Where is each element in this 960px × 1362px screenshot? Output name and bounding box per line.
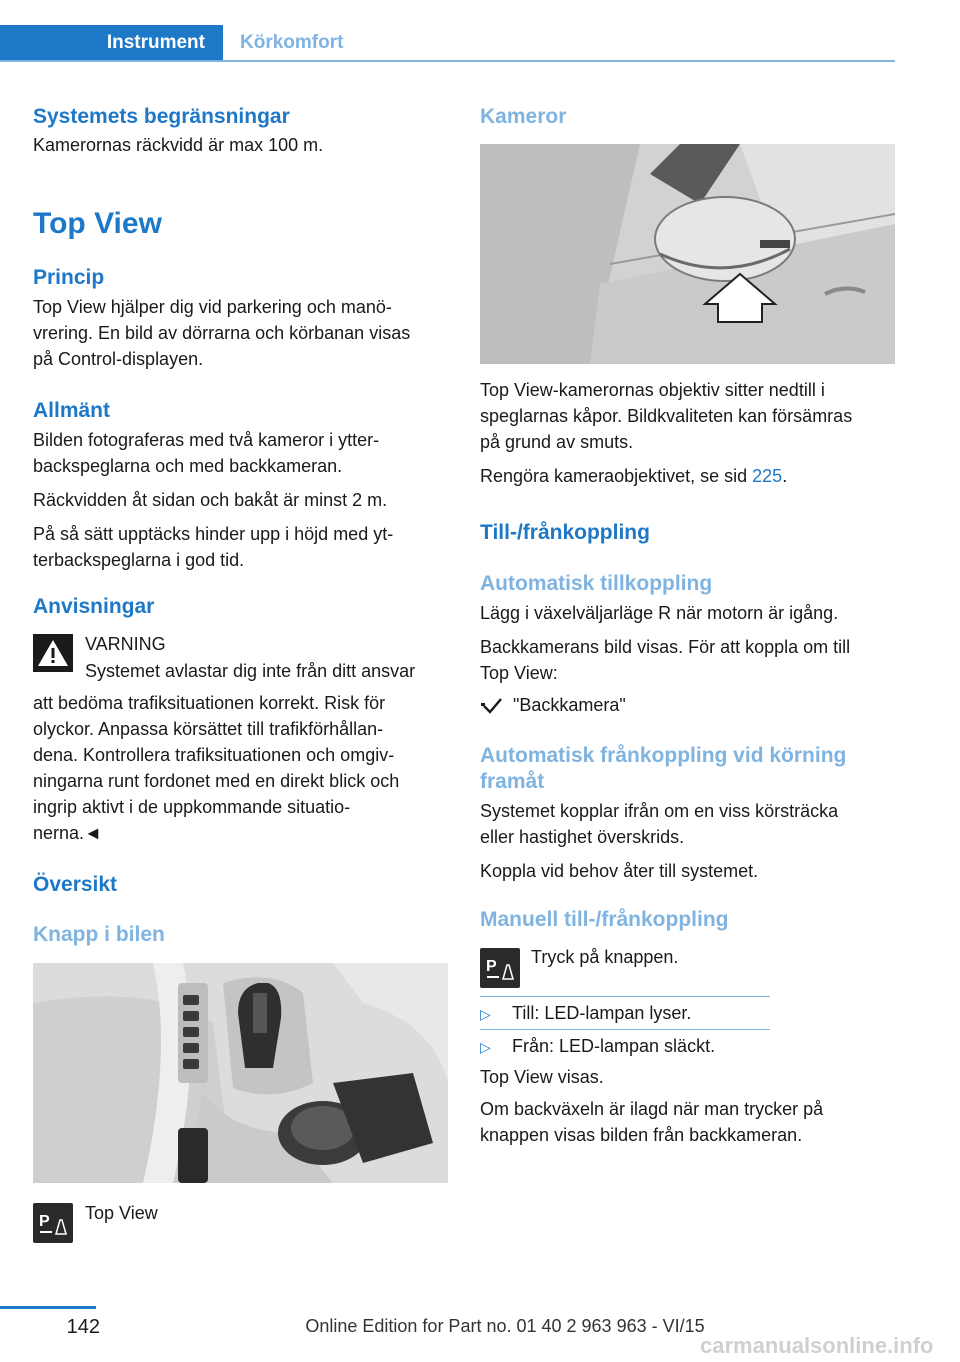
topview-button-icon [33,1203,73,1243]
allmant-line: terbackspeglarna i god tid. [33,550,245,570]
auto-off-heading-line: framåt [480,770,545,793]
clean-end: . [782,466,788,486]
reverse-line: Om backväxeln är ilagd när man trycker på [480,1099,824,1119]
kameror-line: Top View-kamerornas objektiv sitter nedtill i [480,380,825,400]
kameror-line: på grund av smuts. [480,432,634,452]
warning-icon [33,634,73,677]
tab-instrument[interactable]: Instrument [0,25,223,61]
warning-first-line: Systemet avlastar dig inte från ditt ansvar [85,661,416,681]
warning-line: ningarna runt fordonet med en direkt blick och [33,771,400,791]
auto-on-line: Backkamerans bild visas. För att koppla om till [480,637,851,657]
anvisningar-heading: Anvisningar [33,595,155,618]
auto-off-text [480,798,896,850]
svg-text:P: P [486,958,497,975]
clean-reference [480,463,896,489]
warning-line: nerna.◄ [33,823,102,843]
manual-text: Tryck på knappen. [531,947,679,967]
topview-heading: Top View [33,207,162,240]
auto-off-p2: Koppla vid behov åter till systemet. [480,861,759,881]
warning-line: olyckor. Anpassa körsättet till trafikförhållan- [33,719,384,739]
svg-text:P: P [39,1213,50,1230]
edition-text: Online Edition for Part no. 01 40 2 963 963 - VI/15 [305,1316,705,1336]
topview-button-icon [480,948,520,988]
bullet-divider [480,1029,770,1030]
allmant-detect [33,521,449,573]
warning-title: VARNING [85,634,166,654]
mirror-camera-image [480,144,895,364]
allmant-line: På så sätt upptäcks hinder upp i höjd med yt- [33,524,394,544]
bullet-item [480,1033,770,1060]
backkamera-label: "Backkamera" [513,695,626,715]
auto-on-heading: Automatisk tillkoppling [480,572,713,595]
center-console-image [33,963,448,1183]
triangle-bullet-icon: ▷ [480,1006,491,1022]
bullet-divider [480,996,770,997]
bullet-text: Till: LED-lampan lyser. [512,1003,692,1023]
button-caption: Top View [85,1203,158,1223]
princip-text [33,294,449,372]
limits-text: Kamerornas räckvidd är max 100 m. [33,135,324,155]
princip-line: på Control-displayen. [33,349,204,369]
watermark: carmanualsonline.info [700,1333,934,1358]
warning-line: ingrip aktivt i de uppkommande situatio- [33,797,351,817]
allmant-line: Bilden fotograferas med två kameror i ytter- [33,430,380,450]
footer-accent-line [0,1306,96,1309]
kameror-line: speglarnas kåpor. Bildkvaliteten kan försämras [480,406,853,426]
warning-line: att bedöma trafiksituationen korrekt. Risk för [33,693,386,713]
controller-pointer-icon [480,694,504,723]
page-number: 142 [66,1316,100,1338]
bullet-item [480,1000,770,1027]
auto-off-heading [480,743,896,795]
left-column [33,104,449,158]
bullet-text: Från: LED-lampan släckt. [512,1036,716,1056]
allmant-text [33,427,449,479]
auto-off-line: Systemet kopplar ifrån om en viss körsträcka [480,801,839,821]
auto-off-line: eller hastighet överskrids. [480,827,685,847]
allmant-heading: Allmänt [33,399,111,422]
reverse-text [480,1096,896,1148]
auto-on-line: Top View: [480,663,558,683]
princip-heading: Princip [33,266,105,289]
triangle-bullet-icon: ▷ [480,1039,491,1055]
warning-text [33,690,449,846]
topview-shown: Top View visas. [480,1067,604,1087]
princip-line: Top View hjälper dig vid parkering och manö- [33,297,392,317]
princip-line: vrering. En bild av dörrarna och körbanan visas [33,323,411,343]
manual-heading: Manuell till-/frånkoppling [480,908,729,931]
allmant-range: Räckvidden åt sidan och bakåt är minst 2 m. [33,490,388,510]
reverse-line: knappen visas bilden från backkameran. [480,1125,803,1145]
oversikt-heading: Översikt [33,873,118,896]
clean-text: Rengöra kameraobjektivet, se sid [480,466,748,486]
kameror-text [480,377,896,455]
knapp-heading: Knapp i bilen [33,923,165,946]
kameror-heading: Kameror [480,105,567,128]
auto-on-text: Lägg i växelväljarläge R när motorn är igång. [480,603,839,623]
tab-korkomfort[interactable]: Körkomfort [240,32,344,53]
auto-on-p2 [480,634,896,686]
limits-heading: Systemets begränsningar [33,105,290,128]
page-link-225[interactable]: 225 [752,466,783,486]
warning-line: dena. Kontrollera trafiksituationen och omgiv- [33,745,395,765]
till-heading: Till-/frånkoppling [480,521,650,544]
header-divider [0,60,895,62]
auto-off-heading-line: Automatisk frånkoppling vid körning [480,744,847,767]
allmant-line: backspeglarna och med backkameran. [33,456,343,476]
